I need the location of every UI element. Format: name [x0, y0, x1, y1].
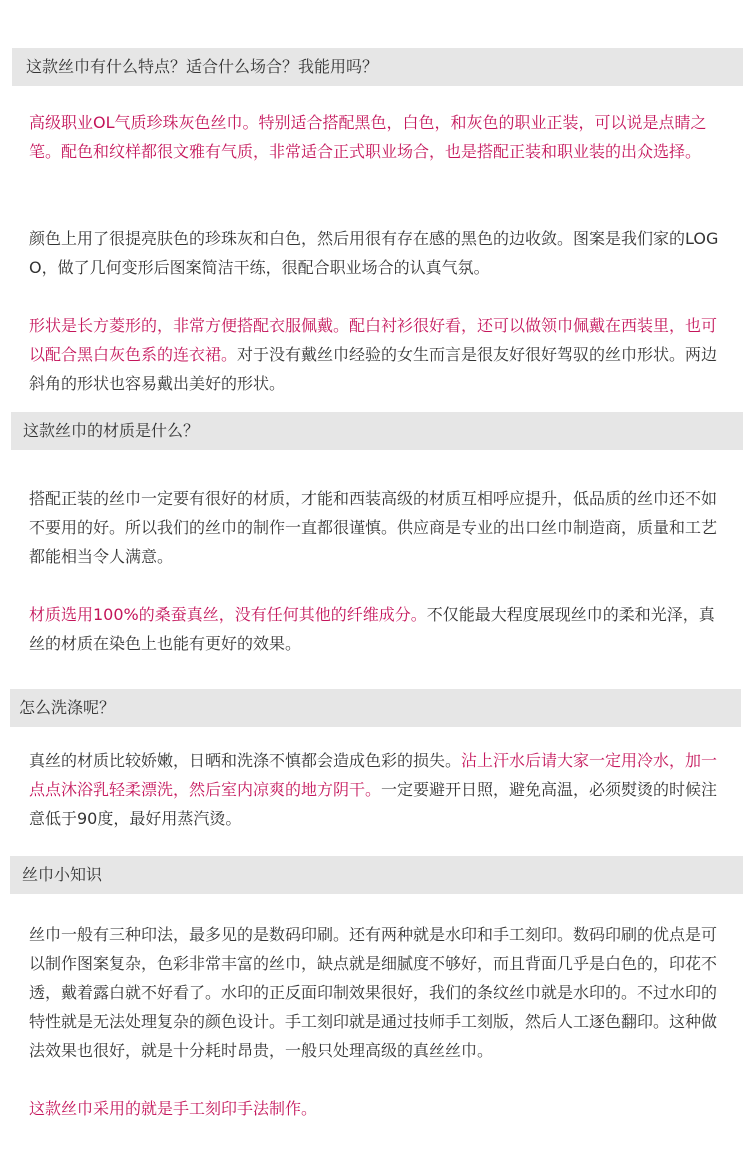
- section-header-material: [11, 412, 743, 450]
- section-title-washing: 怎么洗涤呢？: [19, 698, 116, 717]
- washing-text-1: 真丝的材质比较娇嫩，日晒和洗涤不慎都会造成色彩的损失。: [29, 751, 462, 770]
- features-paragraph-3: [29, 311, 729, 398]
- knowledge-paragraph-1: [29, 920, 729, 1065]
- features-text-3: 对于没有戴丝巾经验的女生而言是很友好很好驾驭的丝巾形状。两边斜角的形状也容易戴出美好的形状。: [29, 345, 718, 393]
- features-highlight-3: 形状是长方菱形的，非常方便搭配衣服佩戴。配白衬衫很好看，还可以做领巾佩戴在西装里，也可以配合黑白灰色系的连衣裙。: [29, 316, 718, 364]
- section-header-knowledge: [10, 856, 743, 894]
- knowledge-paragraph-2: [29, 1094, 729, 1123]
- material-text-2: 不仅能最大程度展现丝巾的柔和光泽，真丝的材质在染色上也能有更好的效果。: [29, 605, 715, 653]
- section-header-washing: [10, 689, 741, 727]
- material-paragraph-1: [29, 484, 729, 571]
- section-title-features: 这款丝巾有什么特点？适合什么场合？我能用吗？: [26, 57, 379, 76]
- features-paragraph-2: [29, 224, 729, 282]
- knowledge-highlight-2: 这款丝巾采用的就是手工刻印手法制作。: [29, 1099, 318, 1118]
- washing-paragraph-1: [29, 746, 729, 833]
- washing-highlight-1: 沾上汗水后请大家一定用冷水，加一点点沐浴乳轻柔漂洗，然后室内凉爽的地方阴干。: [29, 751, 718, 799]
- features-text-2: 颜色上用了很提亮肤色的珍珠灰和白色，然后用很有存在感的黑色的边收敛。图案是我们家的LOGO，做了几何变形后图案简洁干练，很配合职业场合的认真气氛。: [29, 229, 719, 277]
- material-paragraph-2: [29, 600, 729, 658]
- features-highlight-1: 高级职业OL气质珍珠灰色丝巾。特别适合搭配黑色，白色，和灰色的职业正装，可以说是点睛之笔。配色和纹样都很文雅有气质，非常适合正式职业场合，也是搭配正装和职业装的出众选择。: [29, 113, 707, 161]
- material-text-1: 搭配正装的丝巾一定要有很好的材质，才能和西装高级的材质互相呼应提升，低品质的丝巾还不如不要用的好。所以我们的丝巾的制作一直都很谨慎。供应商是专业的出口丝巾制造商，质量和工艺都能相当令人满意。: [29, 489, 718, 566]
- material-highlight-2: 材质选用100%的桑蚕真丝，没有任何其他的纤维成分。: [29, 605, 427, 624]
- section-title-material: 这款丝巾的材质是什么？: [23, 421, 200, 440]
- features-paragraph-1: [29, 108, 729, 166]
- section-title-knowledge: 丝巾小知识: [22, 865, 103, 884]
- section-header-features: [12, 48, 743, 86]
- knowledge-text-1: 丝巾一般有三种印法，最多见的是数码印刷。还有两种就是水印和手工刻印。数码印刷的优点是可以制作图案复杂，色彩非常丰富的丝巾，缺点就是细腻度不够好，而且背面几乎是白色的，印花不透，戴着露白就不好看了。水印的正反面印制效果很好，我们的条纹丝巾就是水印的。不过水印的特性就是无法处理复杂的颜色设计。手工刻印就是通过技师手工刻版，然后人工逐色翻印。这种做法效果也很好，就是十分耗时昂贵，一般只处理高级的真丝丝巾。: [29, 925, 718, 1060]
- washing-text-1b: 一定要避开日照，避免高温，必须熨烫的时候注意低于90度，最好用蒸汽烫。: [29, 780, 718, 828]
